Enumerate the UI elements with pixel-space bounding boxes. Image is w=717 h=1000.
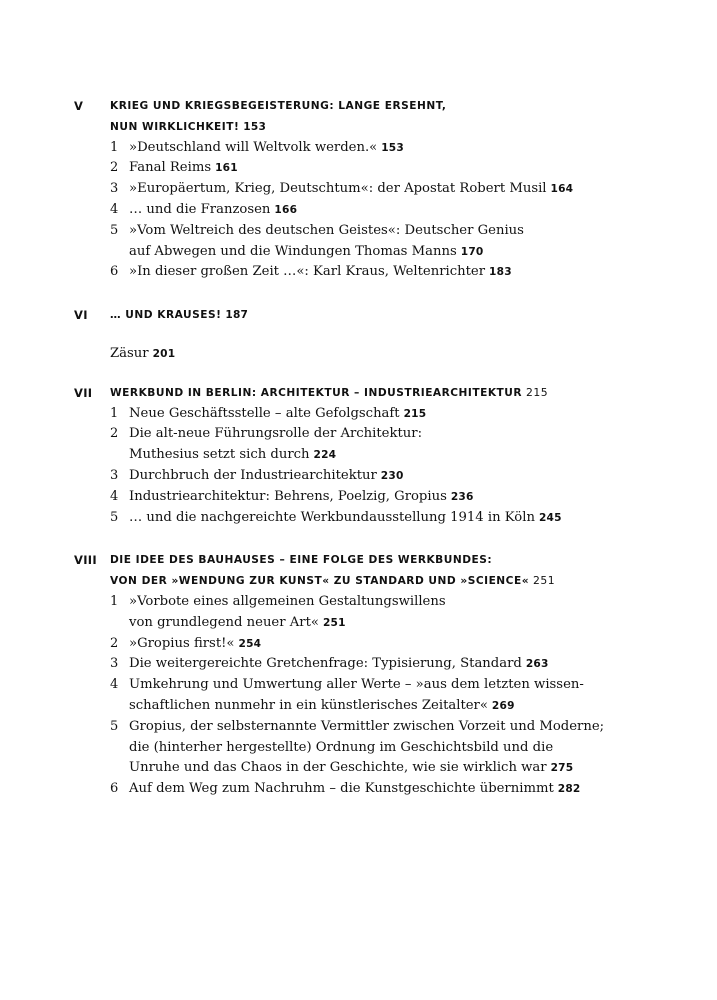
chapter-heading-cont xyxy=(0,117,717,138)
entry-text xyxy=(129,779,580,800)
chapter-numeral: V xyxy=(74,99,84,113)
entry-title-line2: schaftlichen nunmehr in ein künstlerisches Zeitalter« xyxy=(129,697,488,713)
chapter-title-line xyxy=(110,383,548,404)
entry-title: … und die Franzosen xyxy=(129,201,271,217)
spacer xyxy=(0,528,717,550)
entry-number: 4 xyxy=(110,201,119,217)
page-number: 224 xyxy=(313,449,337,462)
entry-number: 2 xyxy=(110,160,119,176)
page-number: 215 xyxy=(526,385,549,399)
page-number: 201 xyxy=(152,347,176,360)
chapter-title-line2 xyxy=(110,117,266,138)
entry-title-line2: Muthesius setzt sich durch xyxy=(129,447,310,463)
chapter-numeral: VIII xyxy=(74,553,97,568)
entry-title: Auf dem Weg zum Nachruhm – die Kunstgeschichte übernimmt xyxy=(129,781,554,797)
page-number: 251 xyxy=(322,616,346,629)
chapter-title-text: NUN WIRKLICHKEIT! xyxy=(110,120,240,133)
page-number: 230 xyxy=(380,469,404,482)
toc-entry xyxy=(0,179,717,200)
toc-entry xyxy=(0,779,717,800)
entry-number: 2 xyxy=(110,426,119,442)
interlude-line xyxy=(110,344,175,365)
page-number: 215 xyxy=(403,407,427,420)
entry-text xyxy=(129,262,512,283)
entry-text xyxy=(129,404,426,425)
entry-number: 1 xyxy=(110,139,119,155)
entry-number: 1 xyxy=(110,593,119,609)
entry-number: 5 xyxy=(110,222,119,238)
chapter-heading-cont xyxy=(0,571,717,592)
entry-title: Durchbruch der Industriearchitektur xyxy=(129,467,377,483)
entry-number: 3 xyxy=(110,467,119,483)
page-number: 183 xyxy=(489,266,512,279)
entry-title: Die weitergereichte Gretchenfrage: Typisierung, Standard xyxy=(129,656,522,672)
toc-entry xyxy=(0,487,717,508)
entry-number: 6 xyxy=(110,781,119,797)
page-number: 164 xyxy=(550,183,574,196)
toc-entry-cont xyxy=(0,445,717,466)
entry-number: 1 xyxy=(110,405,119,421)
entry-number: 3 xyxy=(110,181,119,197)
toc-entry xyxy=(0,262,717,283)
chapter-v xyxy=(0,96,717,283)
spacer xyxy=(0,326,717,344)
entry-text xyxy=(129,466,404,487)
interlude-heading xyxy=(0,344,717,365)
entry-number: 5 xyxy=(110,509,119,525)
toc-entry xyxy=(0,158,717,179)
entry-text xyxy=(129,445,336,466)
entry-number: 4 xyxy=(110,677,119,693)
entry-text xyxy=(129,200,297,221)
entry-title-line2: auf Abwegen und die Windungen Thomas Manns xyxy=(129,243,457,259)
interlude-zaesur xyxy=(0,344,717,365)
entry-text xyxy=(129,138,404,159)
entry-text xyxy=(129,613,346,634)
page-number: 166 xyxy=(274,203,298,216)
chapter-numeral: VI xyxy=(74,308,88,323)
entry-number: 4 xyxy=(110,488,119,504)
page-number: 275 xyxy=(550,762,574,775)
entry-number: 2 xyxy=(110,635,119,651)
entry-text xyxy=(129,758,573,779)
page-number: 282 xyxy=(557,783,581,796)
spacer xyxy=(0,283,717,305)
toc-entry xyxy=(0,717,717,738)
entry-title: Neue Geschäftsstelle – alte Gefolgschaft xyxy=(129,405,400,421)
page-number: 269 xyxy=(491,699,515,712)
toc-entry xyxy=(0,466,717,487)
toc-entry-cont xyxy=(0,758,717,779)
entry-title: Industriearchitektur: Behrens, Poelzig, Gropius xyxy=(129,488,447,504)
entry-number: 5 xyxy=(110,718,119,734)
entry-number: 3 xyxy=(110,656,119,672)
toc-entry-cont xyxy=(0,613,717,634)
entry-title: Fanal Reims xyxy=(129,160,212,176)
entry-text xyxy=(129,654,549,675)
toc-entry-cont xyxy=(0,738,717,759)
entry-title: »Vorbote eines allgemeinen Gestaltungswillens xyxy=(129,593,446,609)
entry-title: … und die nachgereichte Werkbundausstellung 1914 in Köln xyxy=(129,509,535,525)
toc-entry xyxy=(0,654,717,675)
toc-entry xyxy=(0,675,717,696)
chapter-vii xyxy=(0,383,717,529)
chapter-vi xyxy=(0,305,717,326)
toc-entry-cont xyxy=(0,242,717,263)
entry-text xyxy=(129,158,238,179)
chapter-title-line2 xyxy=(110,571,555,592)
entry-text xyxy=(129,508,562,529)
entry-text xyxy=(129,242,483,263)
toc-entry xyxy=(0,424,717,445)
page-number: 236 xyxy=(450,490,474,503)
interlude-title: Zäsur xyxy=(110,345,149,361)
page-number: 170 xyxy=(460,245,484,258)
page-number: 161 xyxy=(215,162,238,175)
toc-entry xyxy=(0,138,717,159)
entry-title: Die alt-neue Führungsrolle der Architektur: xyxy=(129,426,423,442)
spacer xyxy=(0,365,717,383)
page-number: 245 xyxy=(538,511,562,524)
entry-title: Umkehrung und Umwertung aller Werte – »aus dem letzten wissen- xyxy=(129,677,584,693)
page-number: 254 xyxy=(238,637,262,650)
chapter-heading xyxy=(0,305,717,326)
chapter-numeral: VII xyxy=(74,385,93,400)
page-number: 153 xyxy=(381,141,404,154)
entry-title: »Europäertum, Krieg, Deutschtum«: der Apostat Robert Musil xyxy=(129,181,547,197)
toc-entry xyxy=(0,508,717,529)
toc-entry xyxy=(0,634,717,655)
toc-entry xyxy=(0,221,717,242)
entry-title-line3: Unruhe und das Chaos in der Geschichte, wie sie wirklich war xyxy=(129,760,547,776)
chapter-title: KRIEG UND KRIEGSBEGEISTERUNG: LANGE ERSEHNT, xyxy=(110,100,447,112)
chapter-title: WERKBUND IN BERLIN: ARCHITEKTUR – INDUSTRIEARCHITEKTUR xyxy=(110,386,523,399)
chapter-heading xyxy=(0,550,717,571)
chapter-title: … UND KRAUSES! xyxy=(110,309,222,322)
entry-title: Gropius, der selbsternannte Vermittler zwischen Vorzeit und Moderne; xyxy=(129,718,605,734)
entry-text xyxy=(129,179,573,200)
page-number: 187 xyxy=(225,309,249,322)
table-of-contents xyxy=(0,96,717,800)
toc-entry xyxy=(0,200,717,221)
chapter-heading xyxy=(0,383,717,404)
entry-text xyxy=(129,487,474,508)
entry-text xyxy=(129,696,515,717)
chapter-viii xyxy=(0,550,717,800)
entry-title: »Vom Weltreich des deutschen Geistes«: Deutscher Genius xyxy=(129,222,524,238)
page-number: 263 xyxy=(525,658,549,671)
entry-title-line2: die (hinterher hergestellte) Ordnung im Geschichtsbild und die xyxy=(129,739,554,755)
entry-title: »Deutschland will Weltvolk werden.« xyxy=(129,139,378,155)
entry-title: »Gropius first!« xyxy=(129,635,235,651)
chapter-title-text: VON DER »WENDUNG ZUR KUNST« ZU STANDARD UND »SCIENCE« xyxy=(110,575,530,588)
entry-title: »In dieser großen Zeit …«: Karl Kraus, Weltenrichter xyxy=(129,264,486,280)
toc-entry-cont xyxy=(0,696,717,717)
chapter-title-line xyxy=(110,305,248,326)
chapter-title: DIE IDEE DES BAUHAUSES – EINE FOLGE DES WERKBUNDES: xyxy=(110,554,493,567)
toc-entry xyxy=(0,404,717,425)
page-number: 153 xyxy=(243,120,267,133)
chapter-heading xyxy=(0,96,717,117)
toc-entry xyxy=(0,592,717,613)
page-number: 251 xyxy=(533,574,556,588)
entry-number: 6 xyxy=(110,264,119,280)
entry-title-line2: von grundlegend neuer Art« xyxy=(129,614,319,630)
entry-text xyxy=(129,634,261,655)
